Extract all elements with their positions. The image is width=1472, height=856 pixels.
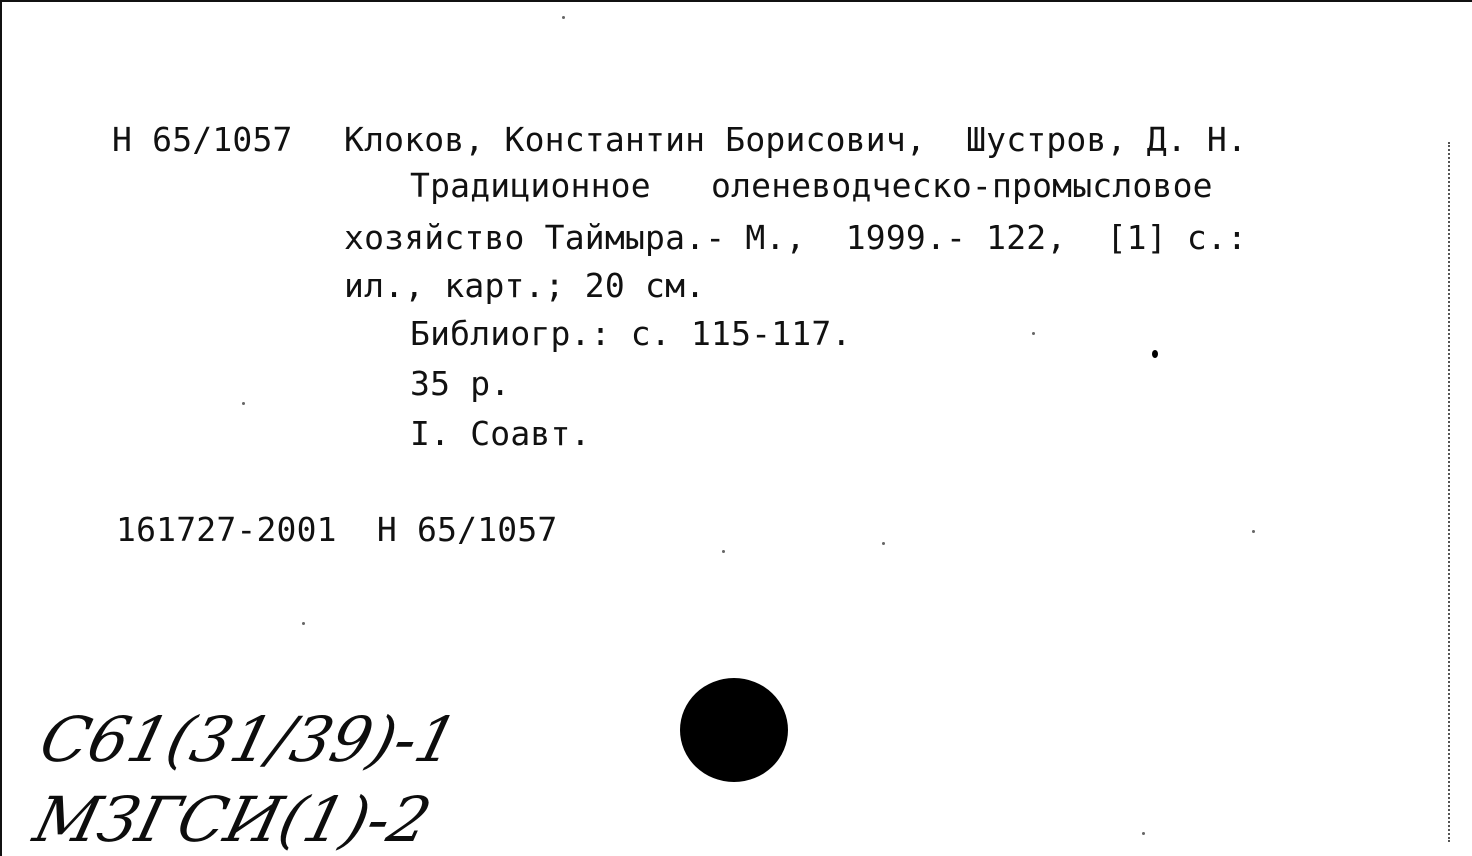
speck xyxy=(1252,530,1255,533)
bibliography-note: Библиогр.: с. 115-117. xyxy=(410,314,852,353)
speck xyxy=(242,402,245,405)
speck xyxy=(562,16,565,19)
speck xyxy=(1032,332,1035,335)
title-line-3: ил., карт.; 20 см. xyxy=(344,266,706,305)
speck xyxy=(302,622,305,625)
author-heading: Клоков, Константин Борисович, Шустров, Д. Н. xyxy=(344,120,1248,159)
shelfmark: Н 65/1057 xyxy=(112,120,293,159)
ink-speck-icon xyxy=(1152,350,1158,358)
speck xyxy=(722,550,725,553)
card-right-border xyxy=(1448,142,1450,842)
speck xyxy=(1142,832,1145,835)
price-note: 35 р. xyxy=(410,364,511,403)
handwritten-classification-2: МЗГСИ(1)-2 xyxy=(27,783,439,856)
title-line-1: Традиционное оленеводческо-промысловое xyxy=(410,166,1213,205)
speck xyxy=(882,542,885,545)
coauthor-note: I. Соавт. xyxy=(410,414,591,453)
accession-number: 161727-2001 Н 65/1057 xyxy=(116,510,558,549)
handwritten-classification-1: С61(31/39)-1 xyxy=(33,703,466,776)
title-line-2: хозяйство Таймыра.- М., 1999.- 122, [1] с.: xyxy=(344,218,1248,257)
punch-hole-icon xyxy=(680,678,788,782)
